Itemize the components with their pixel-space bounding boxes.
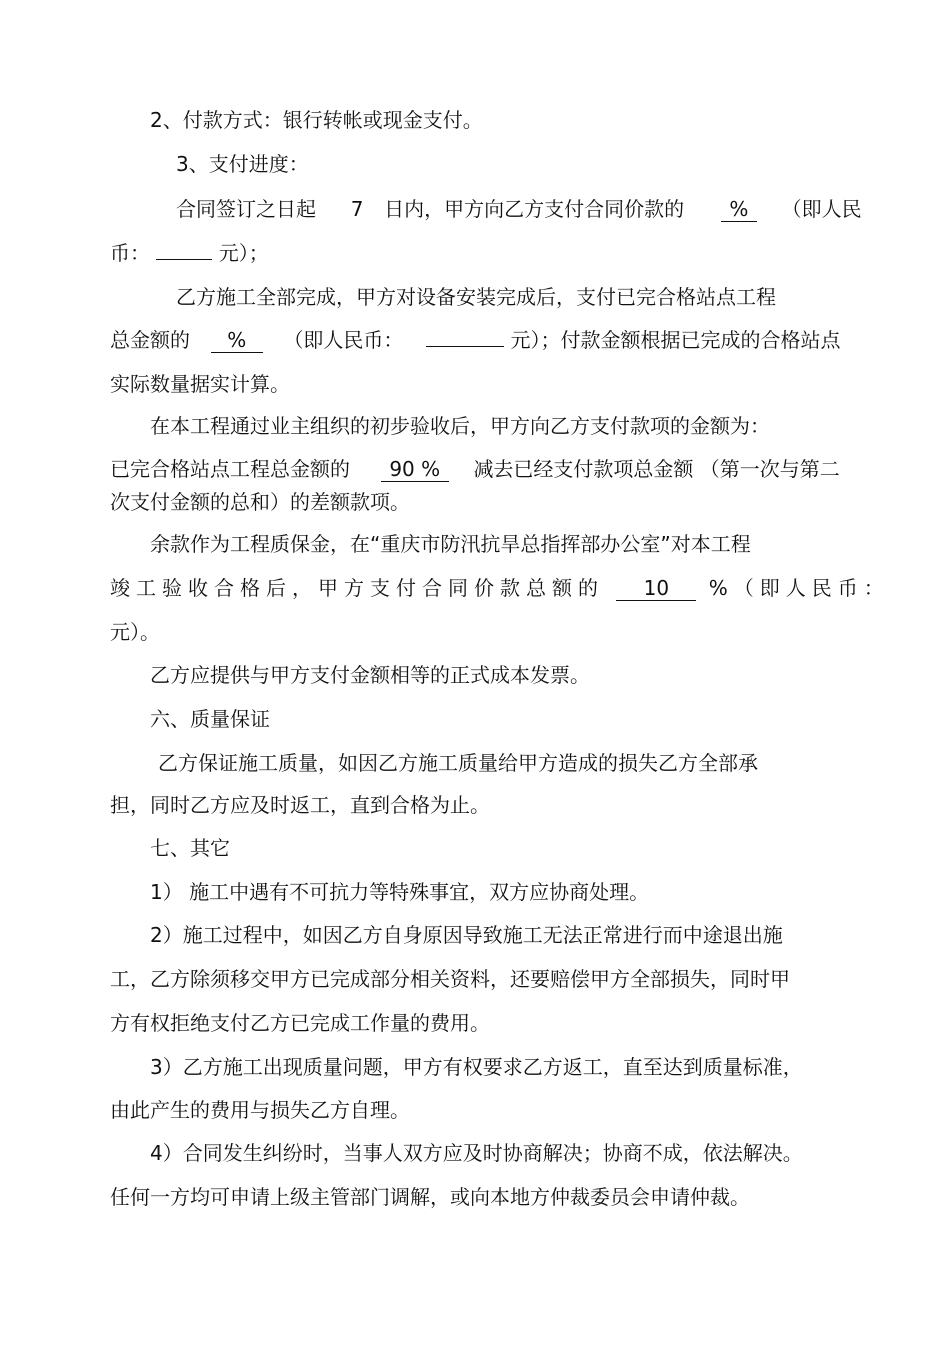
quality-guarantee-text-2: 担，同时乙方应及时返工，直到合格为止。 [110, 793, 490, 817]
retention-percent: 10 [616, 576, 696, 601]
clause-2-text-1: 2）施工过程中，如因乙方自身原因导致施工无法正常进行而中途退出施 [150, 923, 783, 947]
payment-basis-text: 元）；付款金额根据已完成的合格站点 [510, 328, 841, 352]
completion-payment-line [176, 283, 776, 311]
first-payment-amount-blank [156, 259, 212, 260]
completion-payment-text: 乙方施工全部完成，甲方对设备安装完成后，支付已完合格站点工程 [176, 285, 776, 309]
yuan-close-text: 元）； [218, 241, 269, 265]
payment-method-text: 2、付款方式：银行转帐或现金支付。 [150, 108, 483, 132]
completed-sites-text: 已完合格站点工程总金额的 [110, 457, 350, 481]
clause-2-text-2: 工，乙方除须移交甲方已完成部分相关资料，还要赔偿甲方全部损失，同时甲 [110, 967, 790, 991]
clause-1-line [150, 878, 649, 906]
retention-money-line [150, 530, 751, 558]
second-payment-amount-blank [426, 346, 504, 347]
contract-signing-line [176, 195, 862, 223]
signing-text-2: 日内，甲方向乙方支付合同价款的 [384, 197, 685, 221]
rmb-open-text: （即人民 [781, 197, 862, 221]
final-acceptance-line [110, 574, 890, 602]
clause-4-text-2: 任何一方均可申请上级主管部门调解，或向本地方仲裁委员会申请仲裁。 [110, 1185, 750, 1209]
rmb-label-2: （即人民币： [283, 328, 404, 352]
clause-4-line-2 [110, 1183, 750, 1211]
retention-money-text: 余款作为工程质保金，在“重庆市防汛抗旱总指挥部办公室”对本工程 [150, 532, 751, 556]
difference-line [110, 488, 410, 516]
others-heading: 七、其它 [150, 836, 230, 860]
section-six-heading [150, 705, 270, 733]
actual-quantity-text: 实际数量据实计算。 [110, 372, 290, 396]
invoice-line [150, 661, 590, 689]
signing-text: 合同签订之日起 [176, 197, 316, 221]
actual-quantity-line [110, 370, 290, 398]
clause-3-line-2 [110, 1096, 410, 1124]
section-seven-heading [150, 834, 230, 862]
clause-4-line-1 [150, 1139, 803, 1167]
rmb-label-3: %（即人民币： [708, 576, 890, 600]
quality-guarantee-text-1: 乙方保证施工质量，如因乙方施工质量给甲方造成的损失乙方全部承 [158, 751, 758, 775]
first-payment-percent: % [721, 197, 757, 222]
quality-guarantee-line-2 [110, 791, 490, 819]
payment-method-line [150, 106, 483, 134]
completed-sites-line [110, 455, 840, 483]
currency-label: 币： [110, 241, 150, 265]
quality-guarantee-line-1 [158, 749, 758, 777]
deduction-text: 减去已经支付款项总金额 （第一次与第二 [473, 457, 840, 481]
quality-assurance-heading: 六、质量保证 [150, 707, 270, 731]
rmb-close-text: 元）。 [110, 620, 160, 644]
clause-1-text: 1） 施工中遇有不可抗力等特殊事宜，双方应协商处理。 [150, 880, 650, 904]
payment-schedule-heading [176, 150, 309, 178]
clause-2-line-1 [150, 921, 783, 949]
clause-4-text-1: 4）合同发生纠纷时，当事人双方应及时协商解决；协商不成，依法解决。 [150, 1141, 803, 1165]
rmb-close-line [110, 618, 160, 646]
clause-3-text-1: 3）乙方施工出现质量问题，甲方有权要求乙方返工，直至达到质量标准， [150, 1055, 803, 1079]
clause-3-line-1 [150, 1053, 803, 1081]
days-value: 7 [350, 197, 364, 221]
clause-2-line-3 [110, 1009, 490, 1037]
second-payment-percent: % [211, 328, 263, 353]
preliminary-acceptance-line [150, 412, 770, 440]
preliminary-acceptance-text: 在本工程通过业主组织的初步验收后，甲方向乙方支付款项的金额为： [150, 414, 770, 438]
third-payment-percent: 90 % [381, 457, 449, 482]
clause-2-text-3: 方有权拒绝支付乙方已完成工作量的费用。 [110, 1011, 490, 1035]
total-amount-line [110, 326, 841, 354]
total-amount-label: 总金额的 [110, 328, 190, 352]
difference-text: 次支付金额的总和）的差额款项。 [110, 490, 410, 514]
invoice-text: 乙方应提供与甲方支付金额相等的正式成本发票。 [150, 663, 590, 687]
clause-2-line-2 [110, 965, 790, 993]
rmb-amount-line-1 [110, 239, 269, 267]
clause-3-text-2: 由此产生的费用与损失乙方自理。 [110, 1098, 410, 1122]
payment-schedule-text: 3、支付进度： [176, 152, 309, 176]
final-acceptance-text: 竣工验收合格后，甲方支付合同价款总额的 [110, 576, 604, 600]
